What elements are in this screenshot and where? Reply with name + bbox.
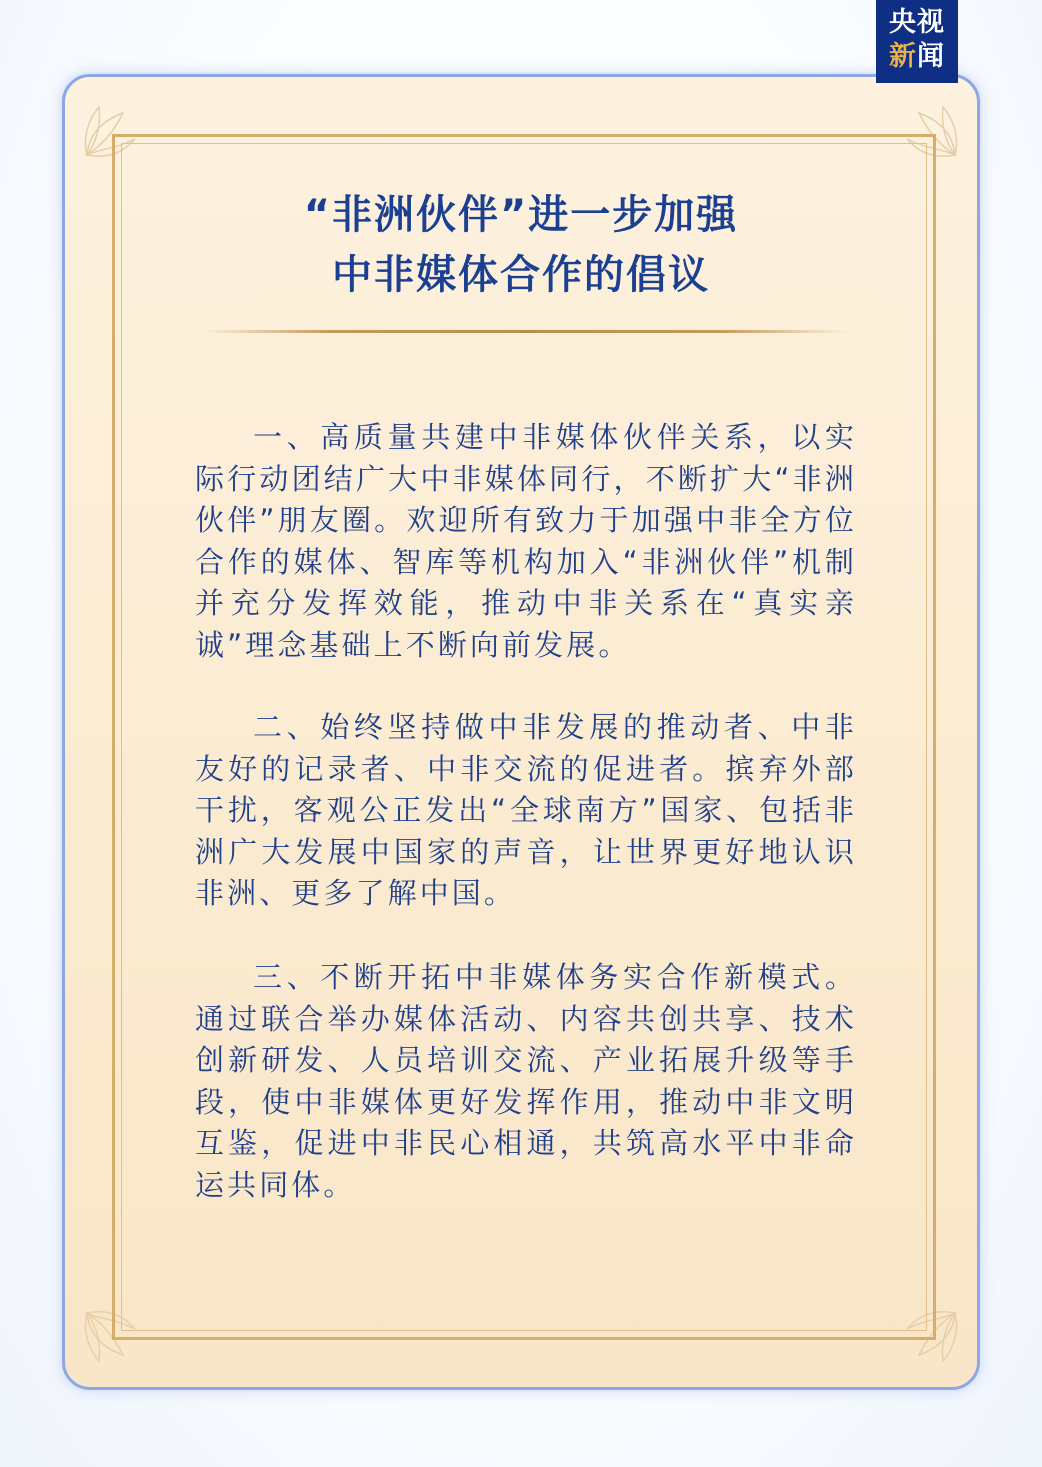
cctv-news-logo <box>876 0 958 83</box>
logo-accent-char: 新 <box>889 41 917 72</box>
logo-line-1: 央视 <box>889 7 945 38</box>
page-title-line-1: “非洲伙伴”进一步加强 <box>303 192 739 238</box>
proposal-paragraph-2: 二、始终坚持做中非发展的推动者、中非友好的记录者、中非交流的促进者。摈弃外部干扰，客观公正发出“全球南方”国家、包括非洲广大发展中国家的声音，让世界更好地认识非洲、更多了解中国。 <box>195 710 857 910</box>
title-divider <box>202 330 848 333</box>
proposal-card <box>62 74 980 1390</box>
proposal-paragraph-3: 三、不断开拓中非媒体务实合作新模式。通过联合举办媒体活动、内容共创共享、技术创新研发、人员培训交流、产业拓展升级等手段，使中非媒体更好发挥作用，推动中非文明互鉴，促进中非民心相通，共筑高水平中非命运共同体。 <box>195 960 857 1202</box>
logo-rest-char: 闻 <box>917 41 945 72</box>
logo-line-2 <box>876 40 958 74</box>
proposal-paragraph-1: 一、高质量共建中非媒体伙伴关系，以实际行动团结广大中非媒体同行，不断扩大“非洲伙伴”朋友圈。欢迎所有致力于加强中非全方位合作的媒体、智库等机构加入“非洲伙伴”机制并充分发挥效能，推动中非关系在“真实亲诚”理念基础上不断向前发展。 <box>195 420 857 662</box>
page-title-line-2: 中非媒体合作的倡议 <box>332 252 710 298</box>
